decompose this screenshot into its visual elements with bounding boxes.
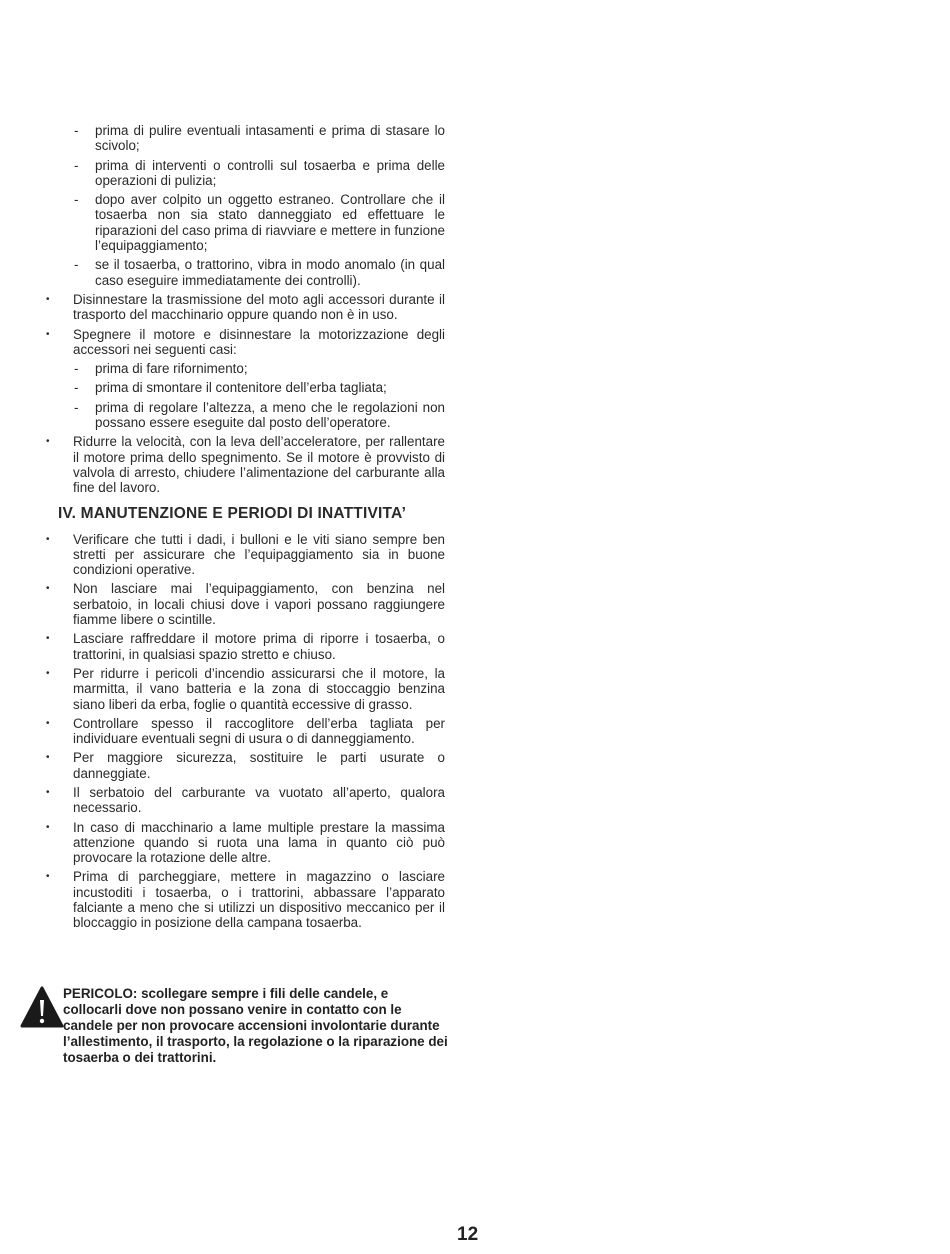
bullet-mark: • (46, 436, 50, 448)
list-item (30, 869, 445, 930)
danger-warning (20, 986, 450, 1066)
dash-mark: - (74, 399, 79, 415)
list-item-text: prima di interventi o controlli sul tosaerba e prima delle operazioni di pulizia; (95, 157, 445, 188)
list-item-text: prima di regolare l’altezza, a meno che le regolazioni non possano essere eseguite dal posto dell’operatore. (95, 399, 445, 431)
list-item (30, 380, 445, 395)
bullet-mark: • (46, 667, 50, 679)
bullet-mark: • (46, 633, 50, 645)
bullet-mark: • (46, 871, 50, 883)
bullet-mark: • (46, 293, 50, 305)
warning-triangle-icon (20, 986, 64, 1030)
list-item (30, 123, 445, 154)
list-item (30, 361, 445, 376)
list-item-text: se il tosaerba, o trattorino, vibra in modo anomalo (in qual caso eseguire immediatamente dei controlli). (95, 257, 445, 288)
list-item-text: Non lasciare mai l’equipaggiamento, con benzina nel serbatoio, in locali chiusi dove i vapori possano raggiungere fiamme libere o scintille. (73, 581, 445, 628)
text-column (30, 123, 445, 935)
dash-mark: - (74, 361, 79, 377)
list-item (30, 257, 445, 288)
list-item-text: Il serbatoio del carburante va vuotato all’aperto, qualora necessario. (73, 784, 445, 816)
warning-text: PERICOLO: scollegare sempre i fili delle candele, e collocarli dove non possano venire in contatto con le candele per non provocare accensioni involontarie durante l’allestimento, il trasporto, la regolazione o la riparazione dei tosaerba o dei trattorini. (63, 986, 448, 1065)
list-item (30, 400, 445, 431)
list-item-text: dopo aver colpito un oggetto estraneo. Controllare che il tosaerba non sia stato danneggiato ed effettuare le riparazioni del caso prima di riavviare e mettere in funzione l’equipaggiamento; (95, 192, 445, 254)
list-item (30, 532, 445, 578)
dash-mark: - (74, 380, 79, 396)
list-item-text: Controllare spesso il raccoglitore dell’erba tagliata per individuare eventuali segni di usura o di danneggiamento. (73, 715, 445, 747)
list-item (30, 785, 445, 816)
list-item (30, 434, 445, 495)
dash-mark: - (74, 157, 79, 173)
list-item-text: prima di fare rifornimento; (95, 361, 248, 377)
list-item-text: prima di smontare il contenitore dell’erba tagliata; (95, 380, 387, 396)
list-item-text: Prima di parcheggiare, mettere in magazzino o lasciare incustoditi i tosaerba, o i trattorini, abbassare l’apparato falciante a meno che si utilizzi un dispositivo meccanico per il bloccaggio in posizione della campana tosaerba. (73, 869, 445, 931)
bullet-mark: • (46, 786, 50, 798)
list-item-text: Ridurre la velocità, con la leva dell’acceleratore, per rallentare il motore prima dello spegnimento. Se il motore è provvisto di valvola di arresto, chiudere l’alimentazione del carburante alla fine del lavoro. (73, 434, 445, 496)
list-item (30, 327, 445, 358)
section-b-list (30, 532, 445, 931)
page-number: 12 (457, 1224, 479, 1245)
bullet-mark: • (46, 821, 50, 833)
list-item (30, 581, 445, 627)
dash-mark: - (74, 257, 79, 273)
list-item (30, 716, 445, 747)
list-item-text: prima di pulire eventuali intasamenti e prima di stasare lo scivolo; (95, 123, 445, 154)
list-item (30, 666, 445, 712)
section-heading: IV. MANUTENZIONE E PERIODI DI INATTIVITA’ (58, 504, 407, 522)
bullet-mark: • (46, 583, 50, 595)
list-item-text: Per ridurre i pericoli d’incendio assicurarsi che il motore, la marmitta, il vano batteria e la zona di stoccaggio benzina siano liberi da erba, foglie o quantità eccessive di grasso. (73, 665, 445, 712)
list-item (30, 631, 445, 662)
list-item (30, 158, 445, 189)
list-item-text: Spegnere il motore e disinnestare la motorizzazione degli accessori nei seguenti casi: (73, 326, 445, 357)
dash-mark: - (74, 123, 79, 138)
list-item (30, 192, 445, 253)
list-item (30, 292, 445, 323)
list-item-text: In caso di macchinario a lame multiple prestare la massima attenzione quando si ruota una lama in quanto ciò può provocare la rotazione delle altre. (73, 819, 445, 866)
list-item-text: Per maggiore sicurezza, sostituire le parti usurate o danneggiate. (73, 750, 445, 781)
dash-mark: - (74, 192, 79, 208)
bullet-mark: • (46, 328, 50, 340)
list-item-text: Verificare che tutti i dadi, i bulloni e le viti siano sempre ben stretti per assicurare che l’equipaggiamento sia in buone condizioni operative. (73, 531, 445, 578)
list-item (30, 750, 445, 781)
list-item (30, 820, 445, 866)
bullet-mark: • (46, 533, 50, 545)
section-a-list (30, 123, 445, 496)
list-item-text: Disinnestare la trasmissione del moto agli accessori durante il trasporto del macchinario oppure quando non è in uso. (73, 291, 445, 323)
bullet-mark: • (46, 717, 50, 729)
bullet-mark: • (46, 752, 50, 764)
list-item-text: Lasciare raffreddare il motore prima di riporre i tosaerba, o trattorini, in qualsiasi spazio stretto e chiuso. (73, 631, 445, 662)
